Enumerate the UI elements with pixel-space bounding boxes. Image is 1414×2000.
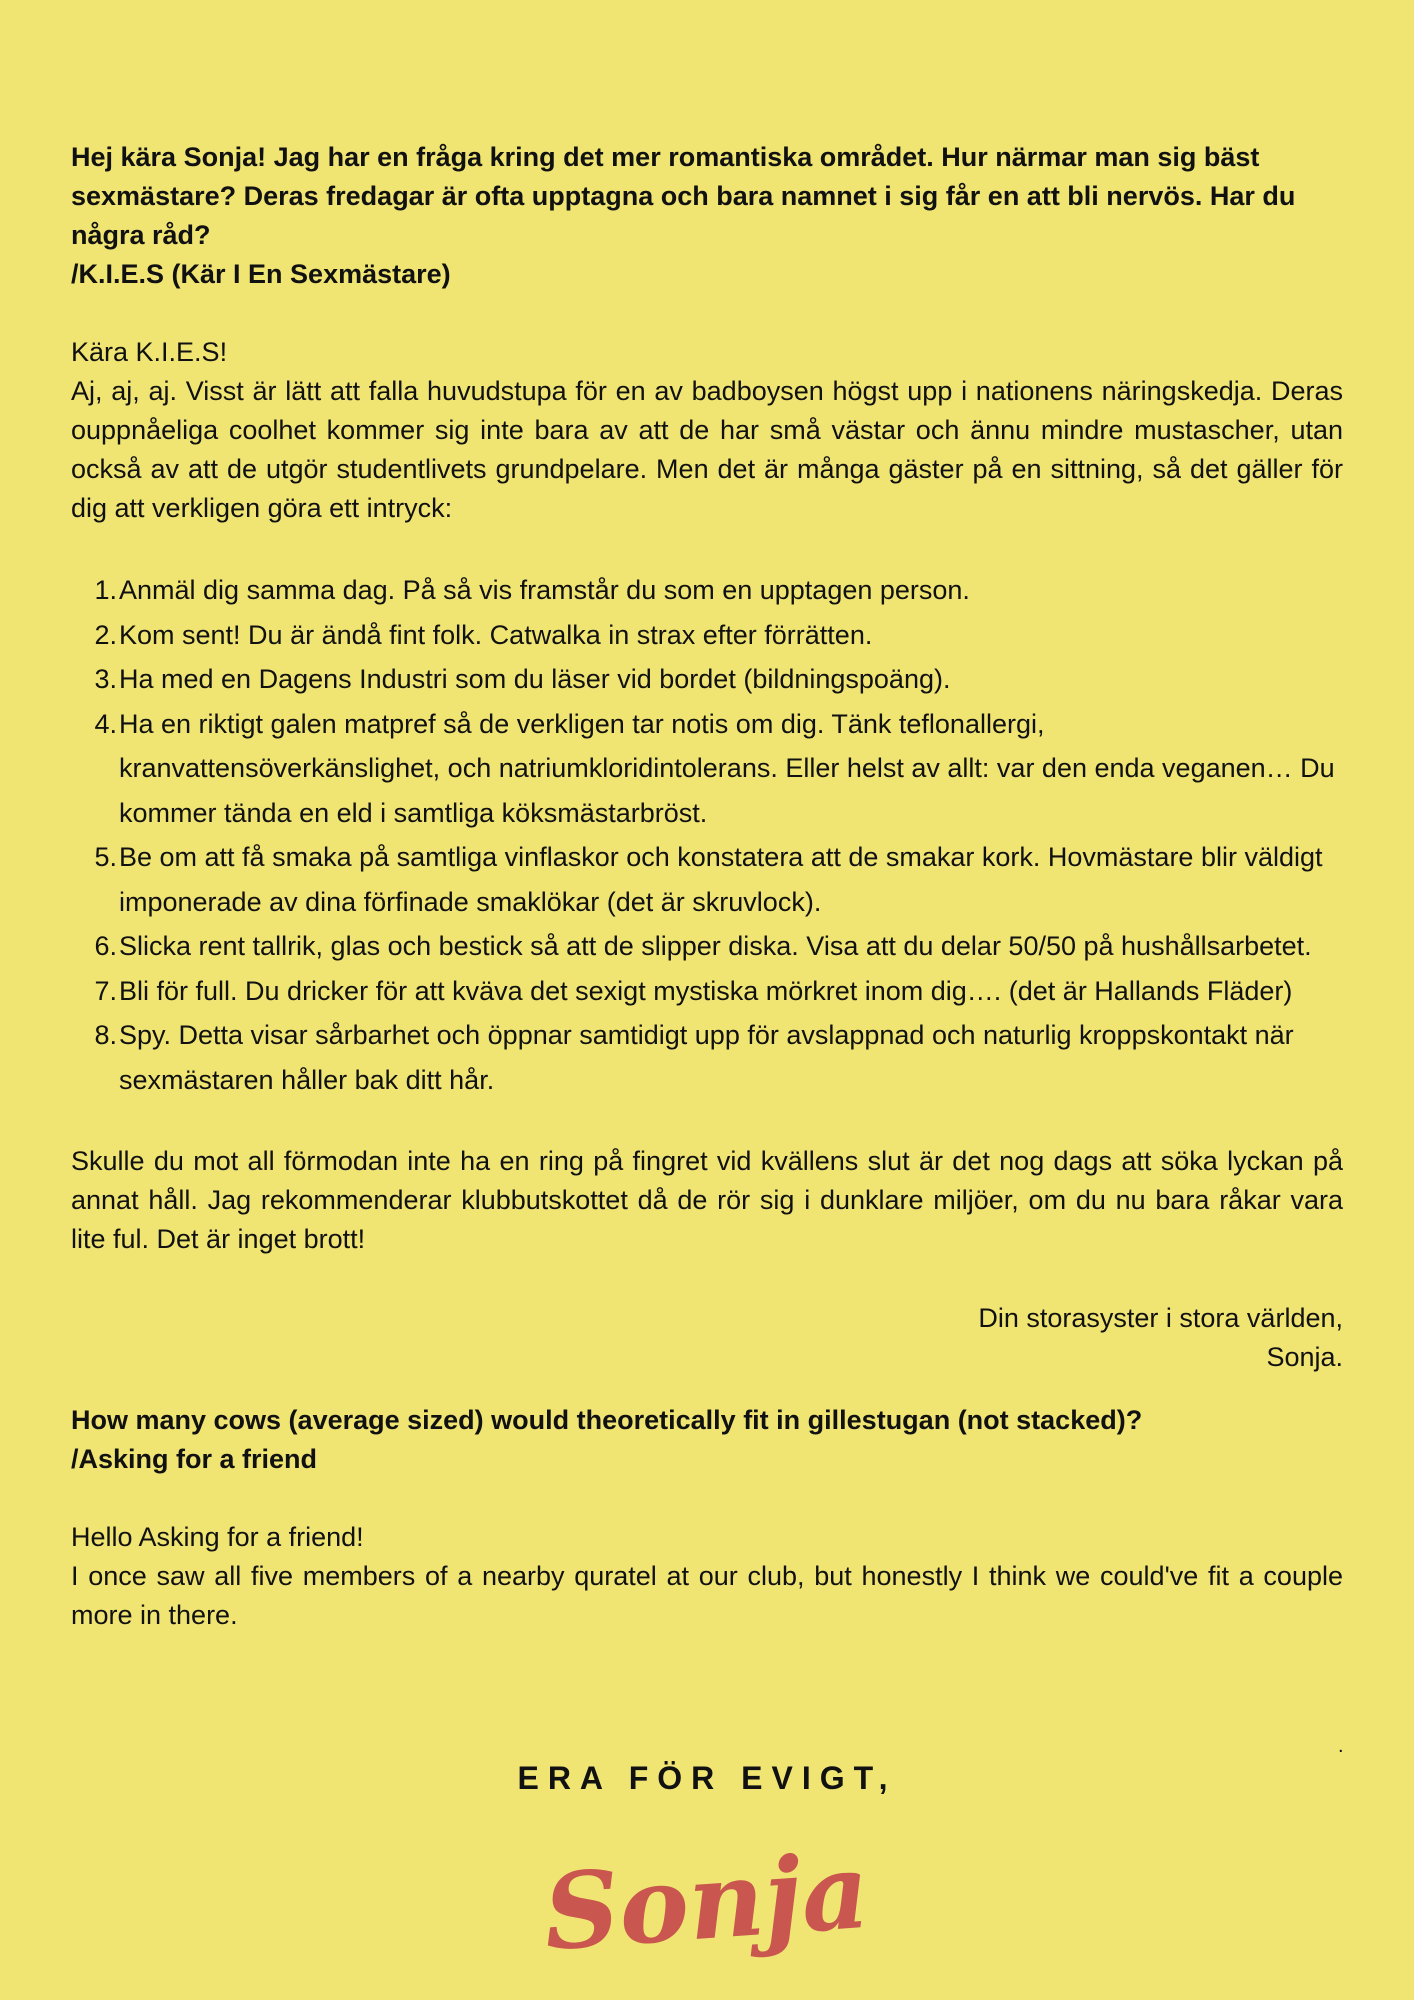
list-item-number: 8. xyxy=(94,1020,117,1050)
list-item xyxy=(71,969,1343,1014)
list-item-text: Slicka rent tallrik, glas och bestick så att de slipper diska. Visa att du delar 50/50 på hushållsarbetet. xyxy=(119,931,1312,961)
list-item-number: 4. xyxy=(94,708,117,739)
answer-1-greeting: Kära K.I.E.S! xyxy=(71,337,228,367)
list-item-text: Ha en riktigt galen matpref så de verkligen tar notis om dig. Tänk teflonallergi, kranvattensöverkänslighet, och natriumkloridintolerans. Eller helst av allt: var den enda veganen… Du kommer tända en eld i samtliga köksmästarbröst. xyxy=(119,708,1335,828)
list-item-text: Anmäl dig samma dag. På så vis framstår du som en upptagen person. xyxy=(119,575,970,605)
signature-graphic xyxy=(0,1820,1414,1980)
list-item-text: Spy. Detta visar sårbarhet och öppnar samtidigt upp för avslappnad och naturlig kroppskontakt när sexmästaren håller bak ditt hår. xyxy=(119,1020,1294,1095)
answer-1-sign-line-1: Din storasyster i stora världen, xyxy=(978,1303,1343,1333)
answer-2-greeting: Hello Asking for a friend! xyxy=(71,1522,364,1552)
list-item xyxy=(71,568,1343,613)
list-item xyxy=(71,657,1343,702)
list-item-number: 3. xyxy=(94,664,117,694)
question-2-text: How many cows (average sized) would theoretically fit in gillestugan (not stacked)? xyxy=(71,1405,1143,1435)
answer-1-intro: Aj, aj, aj. Visst är lätt att falla huvudstupa för en av badboysen högst upp i nationens näringskedja. Deras ouppnåeliga coolhet kommer sig inte bara av att de har små västar och ännu mindre mustascher, utan också av att de utgör studentlivets grundpelare. Men det är många gäster på en sittning, så det gäller för dig att verkligen göra ett intryck: xyxy=(71,376,1343,523)
question-2-signature: /Asking for a friend xyxy=(71,1444,318,1474)
list-item-number: 7. xyxy=(94,975,117,1006)
question-1-text: Hej kära Sonja! Jag har en fråga kring det mer romantiska området. Hur närmar man sig bäst sexmästare? Deras fredagar är ofta upptagna och bara namnet i sig får en att bli nervös. Har du några råd? xyxy=(71,142,1296,250)
list-item xyxy=(71,1013,1343,1102)
farewell-heading: ERA FÖR EVIGT, xyxy=(517,1760,897,1796)
list-item xyxy=(71,613,1343,658)
list-item-number: 2. xyxy=(94,619,117,650)
column-page xyxy=(71,138,1343,1635)
answer-1-sign-line-2: Sonja. xyxy=(1266,1342,1343,1372)
question-1-signature: /K.I.E.S (Kär I En Sexmästare) xyxy=(71,259,451,289)
answer-1-closing: Skulle du mot all förmodan inte ha en ring på fingret vid kvällens slut är det nog dags att söka lyckan på annat håll. Jag rekommenderar klubbutskottet då de rör sig i dunklare miljöer, om du nu bara råkar vara lite ful. Det är inget brott! xyxy=(71,1146,1343,1254)
signature-text: Sonja xyxy=(539,1828,873,1975)
list-item-text: Kom sent! Du är ändå fint folk. Catwalka in strax efter förrätten. xyxy=(119,619,873,650)
answer-2-body: I once saw all five members of a nearby quratel at our club, but honestly I think we could've fit a couple more in there. xyxy=(71,1561,1343,1630)
list-item-text: Ha med en Dagens Industri som du läser vid bordet (bildningspoäng). xyxy=(119,664,951,694)
list-item-text: Be om att få smaka på samtliga vinflaskor och konstatera att de smakar kork. Hovmästare blir väldigt imponerade av dina förfinade smaklökar (det är skruvlock). xyxy=(119,842,1323,917)
list-item xyxy=(71,924,1343,969)
list-item xyxy=(71,702,1343,836)
list-item xyxy=(71,835,1343,924)
tips-list xyxy=(71,568,1343,1102)
stray-dot: . xyxy=(1338,1735,1344,1757)
sonja-signature-icon xyxy=(497,1820,917,1980)
list-item-number: 1. xyxy=(94,575,117,605)
list-item-number: 6. xyxy=(94,931,117,961)
list-item-text: Bli för full. Du dricker för att kväva det sexigt mystiska mörkret inom dig…. (det är Hallands Fläder) xyxy=(119,975,1293,1006)
list-item-number: 5. xyxy=(94,842,117,872)
